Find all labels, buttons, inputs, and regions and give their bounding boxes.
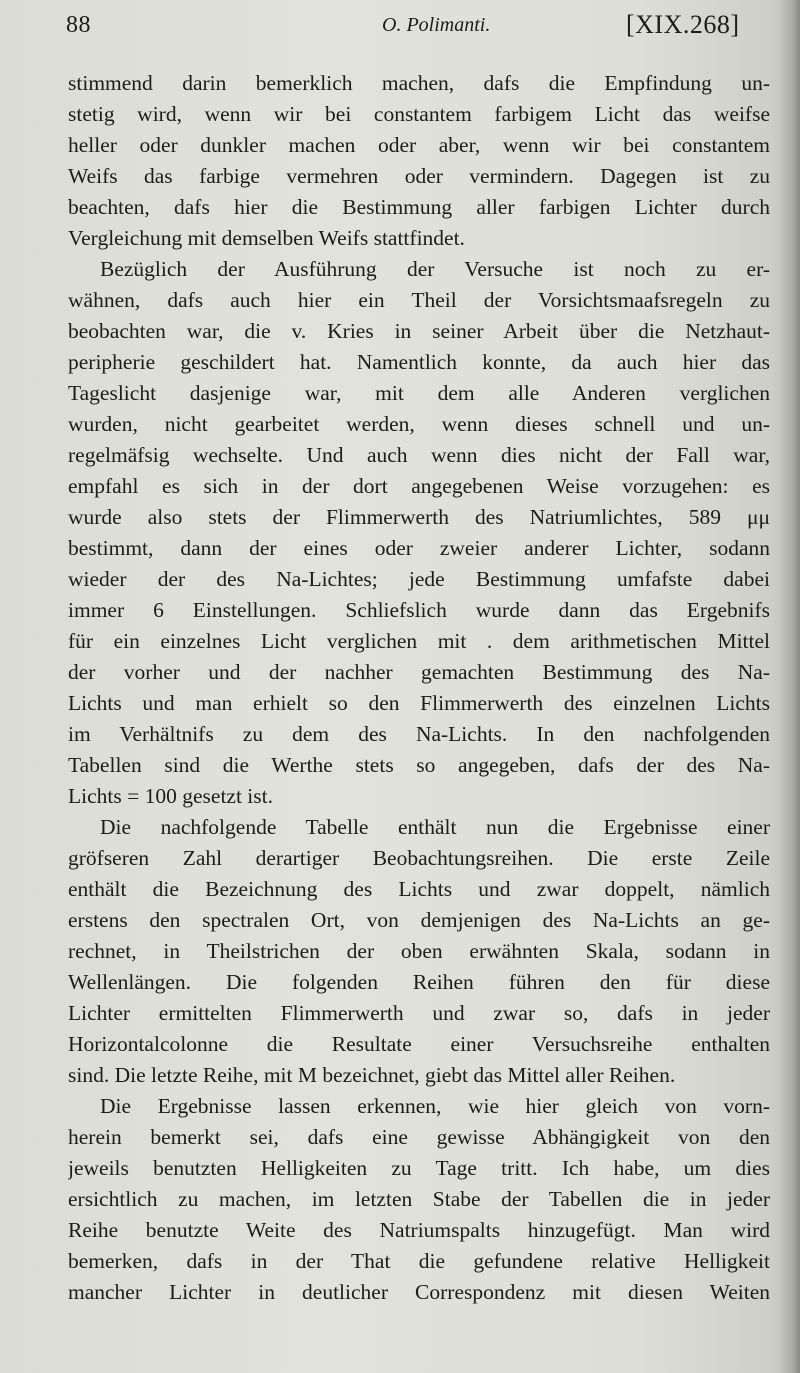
text-line: wurden, nicht gearbeitet werden, wenn dieses schnell und un- (68, 412, 770, 436)
text-line: rechnet, in Theilstrichen der oben erwähnten Skala, sodann in (68, 939, 770, 963)
page-header (66, 8, 768, 44)
text-line: Weifs das farbige vermehren oder vermindern. Dagegen ist zu (68, 164, 770, 188)
text-line: mancher Lichter in deutlicher Correspondenz mit diesen Weiten (68, 1280, 770, 1304)
text-line: Wellenlängen. Die folgenden Reihen führen den für diese (68, 970, 770, 994)
text-line: empfahl es sich in der dort angegebenen Weise vorzugehen: es (68, 474, 770, 498)
text-line: stimmend darin bemerklich machen, dafs die Empfindung un- (68, 71, 770, 95)
text-line: wurde also stets der Flimmerwerth des Natriumlichtes, 589 μμ (68, 505, 770, 529)
text-line: Reihe benutzte Weite des Natriumspalts hinzugefügt. Man wird (68, 1218, 770, 1242)
text-line: Die nachfolgende Tabelle enthält nun die Ergebnisse einer (100, 815, 770, 839)
text-line: Lichter ermittelten Flimmerwerth und zwar so, dafs in jeder (68, 1001, 770, 1025)
text-line: jeweils benutzten Helligkeiten zu Tage tritt. Ich habe, um dies (68, 1156, 770, 1180)
text-line: wähnen, dafs auch hier ein Theil der Vorsichtsmaafsregeln zu (68, 288, 770, 312)
text-line: Bezüglich der Ausführung der Versuche ist noch zu er- (100, 257, 770, 281)
text-line: Die Ergebnisse lassen erkennen, wie hier gleich von vorn- (100, 1094, 770, 1118)
text-line: Horizontalcolonne die Resultate einer Versuchsreihe enthalten (68, 1032, 770, 1056)
text-line: herein bemerkt sei, dafs eine gewisse Abhängigkeit von den (68, 1125, 770, 1149)
body-text (68, 68, 770, 1308)
text-line: beobachten war, die v. Kries in seiner Arbeit über die Netzhaut- (68, 319, 770, 343)
text-line: wieder der des Na-Lichtes; jede Bestimmung umfafste dabei (68, 567, 770, 591)
text-line: im Verhältnifs zu dem des Na-Lichts. In den nachfolgenden (68, 722, 770, 746)
page-number: 88 (66, 12, 91, 38)
text-line: bemerken, dafs in der That die gefundene relative Helligkeit (68, 1249, 770, 1273)
text-line: immer 6 Einstellungen. Schliefslich wurde dann das Ergebnifs (68, 598, 770, 622)
text-line: Lichts und man erhielt so den Flimmerwerth des einzelnen Lichts (68, 691, 770, 715)
text-line: Vergleichung mit demselben Weifs stattfindet. (68, 226, 465, 250)
section-reference: [XIX.268] (626, 10, 740, 39)
text-line: Tageslicht dasjenige war, mit dem alle Anderen verglichen (68, 381, 770, 405)
text-line: Tabellen sind die Werthe stets so angegeben, dafs der des Na- (68, 753, 770, 777)
page-edge-shadow (778, 0, 800, 1373)
text-line: der vorher und der nachher gemachten Bestimmung des Na- (68, 660, 770, 684)
text-line: stetig wird, wenn wir bei constantem farbigem Licht das weifse (68, 102, 770, 126)
text-line: gröfseren Zahl derartiger Beobachtungsreihen. Die erste Zeile (68, 846, 770, 870)
text-line: bestimmt, dann der eines oder zweier anderer Lichter, sodann (68, 536, 770, 560)
text-line: regelmäfsig wechselte. Und auch wenn dies nicht der Fall war, (68, 443, 770, 467)
text-line: für ein einzelnes Licht verglichen mit . dem arithmetischen Mittel (68, 629, 770, 653)
text-line: peripherie geschildert hat. Namentlich konnte, da auch hier das (68, 350, 770, 374)
text-line: ersichtlich zu machen, im letzten Stabe der Tabellen die in jeder (68, 1187, 770, 1211)
text-line: enthält die Bezeichnung des Lichts und zwar doppelt, nämlich (68, 877, 770, 901)
text-line: erstens den spectralen Ort, von demjenigen des Na-Lichts an ge- (68, 908, 770, 932)
text-line: heller oder dunkler machen oder aber, wenn wir bei constantem (68, 133, 770, 157)
text-line: Lichts = 100 gesetzt ist. (68, 784, 273, 808)
text-line: sind. Die letzte Reihe, mit M bezeichnet, giebt das Mittel aller Reihen. (68, 1063, 676, 1087)
running-head-author: O. Polimanti. (382, 14, 491, 36)
text-line: beachten, dafs hier die Bestimmung aller farbigen Lichter durch (68, 195, 770, 219)
